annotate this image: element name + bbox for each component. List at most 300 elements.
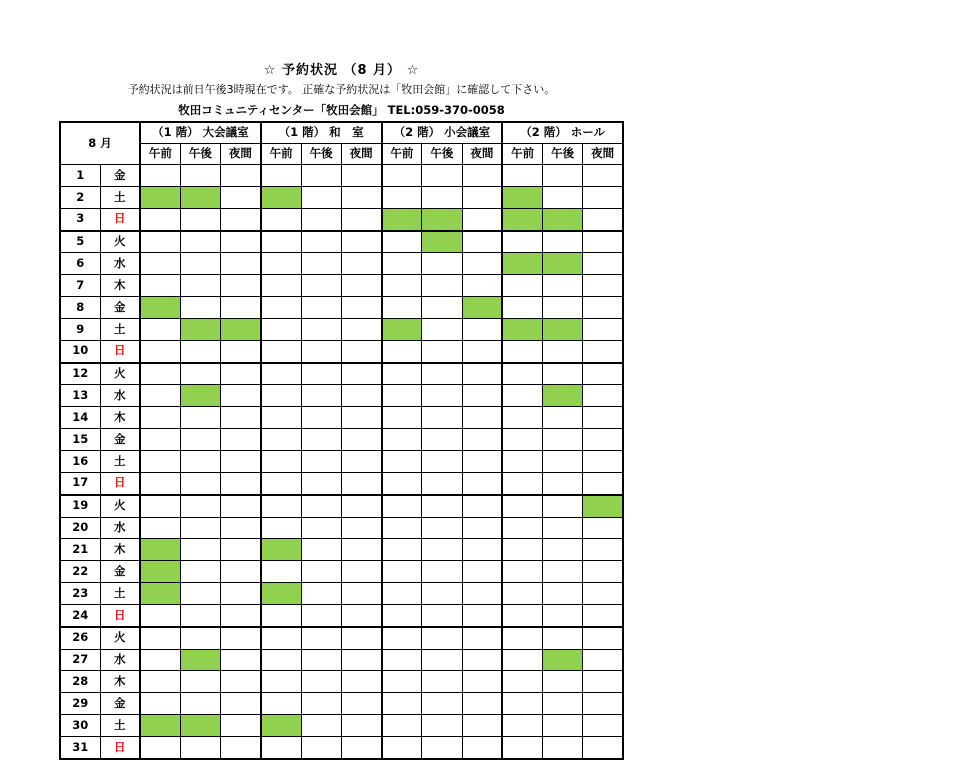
slot-cell (502, 208, 542, 230)
slot-cell (140, 297, 180, 319)
slot-cell (382, 318, 422, 340)
weekday: 木 (100, 539, 140, 561)
slot-cell (341, 429, 381, 451)
slot-cell (502, 583, 542, 605)
slot-cell (261, 253, 301, 275)
slot-cell (301, 450, 341, 472)
slot-cell (301, 627, 341, 649)
slot-cell (221, 472, 261, 494)
slot-cell (140, 715, 180, 737)
slot-cell (261, 186, 301, 208)
slot-cell (462, 627, 502, 649)
slot-cell (301, 736, 341, 758)
slot-cell (543, 429, 583, 451)
slot-cell (261, 627, 301, 649)
slot-cell (502, 253, 542, 275)
table-row (60, 539, 623, 561)
slot-cell (462, 297, 502, 319)
slot-cell (140, 517, 180, 539)
slot-cell (221, 715, 261, 737)
reservation-table (59, 121, 624, 760)
slot-cell (583, 429, 623, 451)
day-number: 7 (60, 275, 100, 297)
slot-cell (180, 693, 220, 715)
slot-cell (543, 693, 583, 715)
day-number: 14 (60, 407, 100, 429)
slot-cell (140, 385, 180, 407)
slot-cell (180, 165, 220, 187)
status-note: 予約状況は前日午後3時現在です。 正確な予約状況は「牧田会館」に確認して下さい。 (127, 83, 556, 96)
slot-cell (422, 583, 462, 605)
slot-cell (140, 561, 180, 583)
slot-cell (382, 671, 422, 693)
table-row (60, 363, 623, 385)
weekday: 水 (100, 385, 140, 407)
slot-cell (140, 495, 180, 517)
weekday: 火 (100, 627, 140, 649)
slot-cell (583, 318, 623, 340)
slot-cell (543, 715, 583, 737)
slot-cell (180, 627, 220, 649)
slot-cell (341, 165, 381, 187)
slot-cell (140, 472, 180, 494)
slot-cell (583, 340, 623, 362)
slot-cell (422, 715, 462, 737)
slot-cell (583, 450, 623, 472)
slot-cell (261, 472, 301, 494)
slot-cell (301, 539, 341, 561)
slot-cell (180, 340, 220, 362)
slot-cell (462, 340, 502, 362)
slot-cell (140, 253, 180, 275)
slot-cell (221, 627, 261, 649)
day-number: 22 (60, 561, 100, 583)
slot-cell (341, 208, 381, 230)
weekday: 日 (100, 208, 140, 230)
slot-cell (221, 407, 261, 429)
slot-cell (221, 693, 261, 715)
weekday: 日 (100, 340, 140, 362)
slot-cell (382, 363, 422, 385)
slot-cell (502, 539, 542, 561)
slot-cell (301, 472, 341, 494)
slot-cell (261, 297, 301, 319)
day-number: 3 (60, 208, 100, 230)
slot-cell (140, 186, 180, 208)
slot-cell (301, 385, 341, 407)
weekday: 土 (100, 186, 140, 208)
slot-header: 夜間 (583, 144, 623, 165)
weekday: 土 (100, 318, 140, 340)
slot-cell (341, 715, 381, 737)
slot-cell (382, 407, 422, 429)
slot-cell (261, 165, 301, 187)
table-row (60, 671, 623, 693)
slot-cell (180, 539, 220, 561)
slot-cell (583, 275, 623, 297)
slot-cell (543, 671, 583, 693)
slot-cell (462, 385, 502, 407)
slot-cell (301, 407, 341, 429)
slot-header: 夜間 (221, 144, 261, 165)
day-number: 12 (60, 363, 100, 385)
slot-cell (140, 693, 180, 715)
slot-cell (301, 693, 341, 715)
slot-cell (462, 583, 502, 605)
slot-cell (221, 583, 261, 605)
slot-cell (341, 407, 381, 429)
day-number: 10 (60, 340, 100, 362)
slot-cell (583, 231, 623, 253)
slot-cell (261, 275, 301, 297)
slot-cell (140, 649, 180, 671)
slot-cell (583, 671, 623, 693)
weekday: 金 (100, 429, 140, 451)
slot-cell (422, 297, 462, 319)
slot-cell (543, 561, 583, 583)
slot-cell (180, 208, 220, 230)
slot-cell (583, 736, 623, 758)
slot-cell (180, 385, 220, 407)
slot-cell (301, 208, 341, 230)
slot-cell (502, 297, 542, 319)
day-number: 21 (60, 539, 100, 561)
slot-header: 午前 (140, 144, 180, 165)
weekday: 金 (100, 693, 140, 715)
slot-cell (422, 561, 462, 583)
weekday: 火 (100, 363, 140, 385)
slot-cell (382, 517, 422, 539)
slot-cell (301, 275, 341, 297)
slot-cell (422, 604, 462, 626)
slot-cell (341, 627, 381, 649)
day-number: 17 (60, 472, 100, 494)
room-header-small-hall: （2 階） 小会議室 (382, 122, 503, 144)
day-number: 6 (60, 253, 100, 275)
slot-cell (261, 561, 301, 583)
slot-cell (180, 583, 220, 605)
slot-cell (180, 472, 220, 494)
slot-cell (583, 517, 623, 539)
slot-cell (583, 693, 623, 715)
slot-cell (382, 495, 422, 517)
table-row (60, 275, 623, 297)
slot-cell (341, 297, 381, 319)
slot-cell (180, 186, 220, 208)
slot-cell (180, 604, 220, 626)
slot-cell (502, 165, 542, 187)
slot-cell (221, 165, 261, 187)
table-row (60, 186, 623, 208)
slot-cell (221, 297, 261, 319)
slot-cell (341, 231, 381, 253)
slot-cell (261, 693, 301, 715)
slot-cell (180, 318, 220, 340)
slot-cell (341, 517, 381, 539)
table-row (60, 495, 623, 517)
table-row (60, 450, 623, 472)
slot-cell (543, 736, 583, 758)
slot-cell (543, 649, 583, 671)
slot-cell (583, 604, 623, 626)
slot-cell (543, 363, 583, 385)
slot-cell (422, 186, 462, 208)
slot-cell (341, 450, 381, 472)
table-row (60, 715, 623, 737)
slot-cell (341, 561, 381, 583)
slot-cell (140, 407, 180, 429)
slot-cell (382, 165, 422, 187)
slot-cell (261, 604, 301, 626)
slot-cell (382, 450, 422, 472)
slot-cell (261, 517, 301, 539)
weekday: 火 (100, 231, 140, 253)
slot-cell (543, 604, 583, 626)
weekday: 木 (100, 407, 140, 429)
slot-cell (180, 649, 220, 671)
slot-cell (221, 318, 261, 340)
slot-cell (382, 186, 422, 208)
slot-cell (261, 736, 301, 758)
slot-cell (382, 627, 422, 649)
slot-cell (543, 472, 583, 494)
slot-cell (502, 517, 542, 539)
table-row (60, 340, 623, 362)
slot-cell (341, 539, 381, 561)
slot-cell (140, 450, 180, 472)
slot-cell (301, 297, 341, 319)
slot-cell (543, 340, 583, 362)
slot-cell (422, 385, 462, 407)
weekday: 土 (100, 715, 140, 737)
slot-cell (422, 208, 462, 230)
slot-cell (140, 736, 180, 758)
slot-cell (543, 208, 583, 230)
weekday: 日 (100, 472, 140, 494)
slot-cell (221, 604, 261, 626)
slot-cell (502, 231, 542, 253)
slot-cell (382, 715, 422, 737)
slot-cell (502, 649, 542, 671)
slot-cell (462, 561, 502, 583)
slot-cell (422, 649, 462, 671)
slot-cell (462, 649, 502, 671)
slot-cell (180, 517, 220, 539)
slot-cell (462, 407, 502, 429)
slot-cell (543, 407, 583, 429)
room-header-hall: （2 階） ホール (502, 122, 623, 144)
slot-cell (261, 363, 301, 385)
slot-cell (502, 275, 542, 297)
slot-cell (140, 231, 180, 253)
slot-cell (502, 561, 542, 583)
slot-cell (301, 340, 341, 362)
table-row (60, 297, 623, 319)
slot-cell (382, 385, 422, 407)
slot-cell (502, 318, 542, 340)
table-row (60, 407, 623, 429)
slot-cell (180, 561, 220, 583)
slot-cell (221, 561, 261, 583)
slot-cell (341, 363, 381, 385)
slot-cell (261, 450, 301, 472)
slot-cell (382, 561, 422, 583)
slot-cell (422, 495, 462, 517)
slot-cell (180, 231, 220, 253)
slot-cell (140, 275, 180, 297)
table-row (60, 318, 623, 340)
day-number: 1 (60, 165, 100, 187)
slot-cell (382, 736, 422, 758)
slot-cell (341, 186, 381, 208)
slot-cell (462, 253, 502, 275)
slot-cell (261, 340, 301, 362)
slot-cell (422, 318, 462, 340)
slot-cell (462, 517, 502, 539)
slot-cell (382, 253, 422, 275)
table-row (60, 165, 623, 187)
day-number: 27 (60, 649, 100, 671)
table-row (60, 253, 623, 275)
slot-cell (221, 649, 261, 671)
slot-cell (583, 385, 623, 407)
slot-cell (382, 604, 422, 626)
slot-cell (543, 297, 583, 319)
slot-cell (180, 715, 220, 737)
slot-cell (221, 517, 261, 539)
slot-cell (221, 340, 261, 362)
slot-cell (422, 165, 462, 187)
slot-cell (462, 165, 502, 187)
slot-cell (180, 736, 220, 758)
slot-cell (180, 297, 220, 319)
slot-cell (543, 253, 583, 275)
slot-cell (180, 363, 220, 385)
slot-cell (180, 450, 220, 472)
slot-cell (221, 186, 261, 208)
slot-cell (502, 385, 542, 407)
table-row (60, 208, 623, 230)
slot-cell (341, 649, 381, 671)
slot-cell (221, 385, 261, 407)
slot-cell (301, 231, 341, 253)
slot-cell (221, 208, 261, 230)
day-number: 13 (60, 385, 100, 407)
day-number: 20 (60, 517, 100, 539)
slot-cell (462, 539, 502, 561)
slot-cell (301, 715, 341, 737)
slot-cell (382, 472, 422, 494)
slot-cell (301, 583, 341, 605)
slot-cell (140, 627, 180, 649)
slot-cell (261, 671, 301, 693)
weekday: 土 (100, 583, 140, 605)
slot-cell (140, 583, 180, 605)
slot-cell (462, 429, 502, 451)
weekday: 水 (100, 649, 140, 671)
slot-cell (422, 539, 462, 561)
slot-cell (261, 429, 301, 451)
slot-cell (261, 495, 301, 517)
slot-cell (583, 649, 623, 671)
table-row (60, 231, 623, 253)
slot-cell (462, 472, 502, 494)
day-number: 29 (60, 693, 100, 715)
slot-cell (382, 693, 422, 715)
slot-cell (422, 450, 462, 472)
slot-cell (502, 671, 542, 693)
slot-cell (140, 671, 180, 693)
slot-header: 午後 (543, 144, 583, 165)
slot-cell (543, 495, 583, 517)
slot-cell (261, 715, 301, 737)
day-number: 30 (60, 715, 100, 737)
slot-cell (221, 253, 261, 275)
slot-cell (382, 340, 422, 362)
slot-cell (301, 186, 341, 208)
slot-cell (180, 275, 220, 297)
slot-cell (583, 583, 623, 605)
slot-header: 午後 (422, 144, 462, 165)
slot-cell (543, 275, 583, 297)
slot-cell (261, 539, 301, 561)
slot-cell (462, 671, 502, 693)
contact-info: 牧田コミュニティセンター「牧田会館」 TEL:059-370-0058 (178, 103, 505, 117)
slot-cell (341, 671, 381, 693)
slot-cell (180, 671, 220, 693)
slot-cell (543, 627, 583, 649)
slot-cell (301, 363, 341, 385)
slot-cell (543, 583, 583, 605)
slot-cell (341, 318, 381, 340)
slot-cell (382, 429, 422, 451)
slot-cell (341, 495, 381, 517)
slot-cell (301, 604, 341, 626)
table-row (60, 429, 623, 451)
slot-header: 夜間 (462, 144, 502, 165)
slot-cell (422, 627, 462, 649)
day-number: 2 (60, 186, 100, 208)
slot-cell (382, 583, 422, 605)
slot-cell (221, 539, 261, 561)
slot-cell (221, 363, 261, 385)
slot-cell (422, 407, 462, 429)
slot-cell (422, 253, 462, 275)
slot-cell (382, 297, 422, 319)
slot-cell (583, 297, 623, 319)
slot-cell (583, 186, 623, 208)
slot-cell (341, 275, 381, 297)
slot-cell (583, 363, 623, 385)
slot-cell (341, 472, 381, 494)
slot-cell (261, 407, 301, 429)
slot-cell (583, 253, 623, 275)
table-row (60, 561, 623, 583)
slot-cell (583, 407, 623, 429)
slot-cell (221, 671, 261, 693)
weekday: 金 (100, 165, 140, 187)
day-number: 28 (60, 671, 100, 693)
slot-cell (180, 253, 220, 275)
weekday: 水 (100, 517, 140, 539)
slot-cell (382, 275, 422, 297)
slot-cell (502, 407, 542, 429)
day-number: 31 (60, 736, 100, 758)
slot-cell (382, 649, 422, 671)
slot-cell (502, 363, 542, 385)
slot-cell (583, 627, 623, 649)
slot-cell (341, 340, 381, 362)
